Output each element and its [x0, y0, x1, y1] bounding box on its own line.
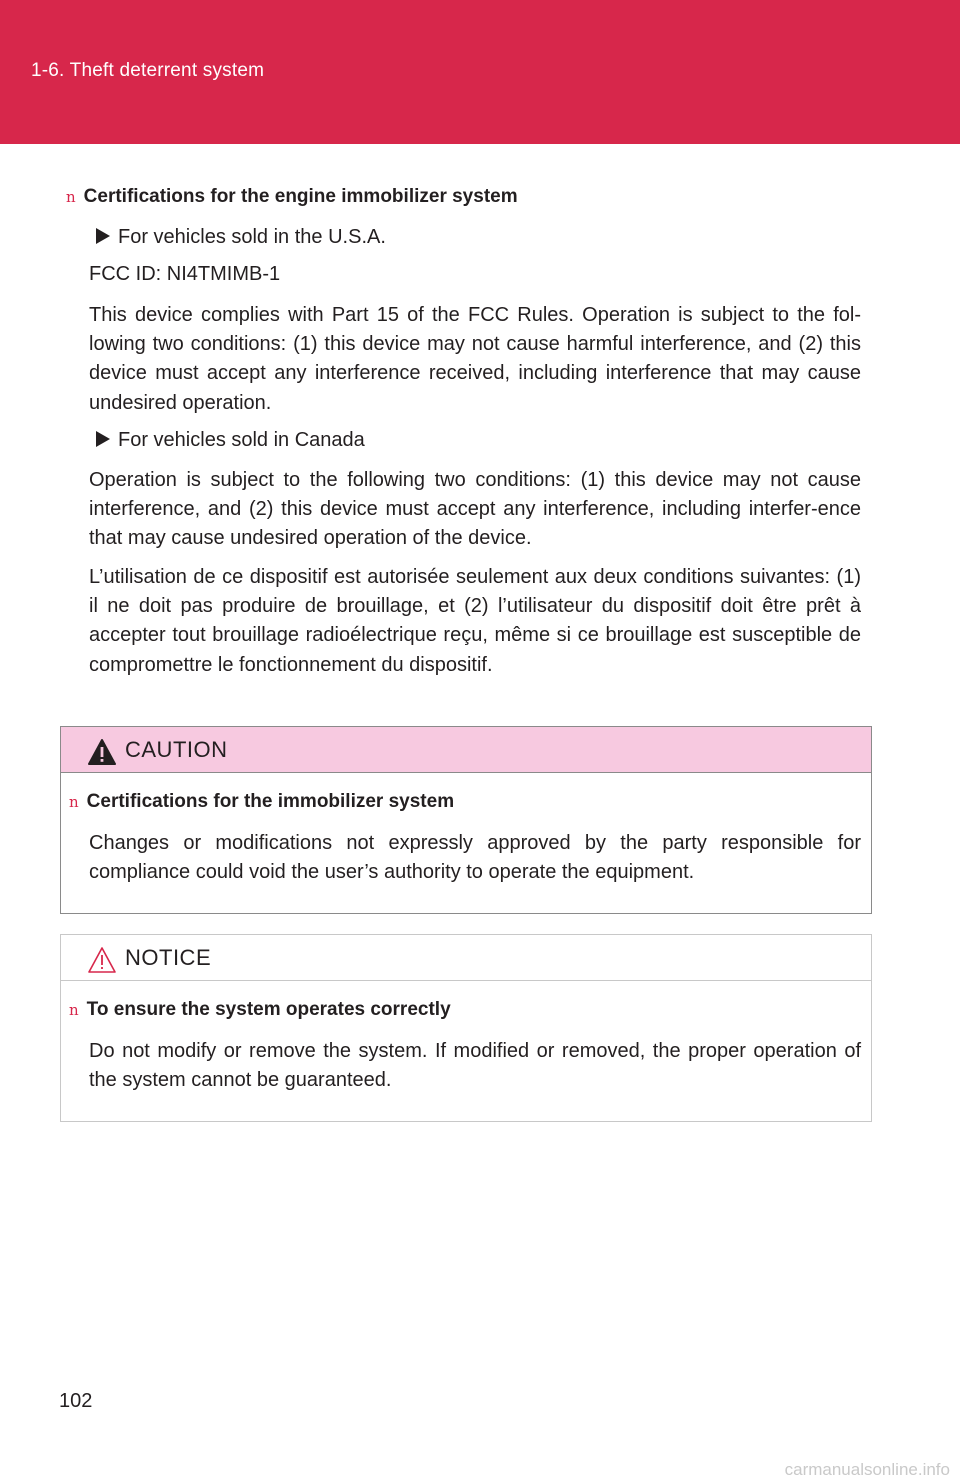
canada-label: For vehicles sold in Canada: [118, 429, 365, 451]
watermark: carmanualsonline.info: [784, 1460, 950, 1479]
triangle-arrow-icon: [96, 228, 110, 244]
notice-header: [61, 935, 871, 981]
caution-title: CAUTION: [125, 737, 228, 762]
notice-box: [60, 934, 872, 1122]
french-compliance-text: L’utilisation de ce dispositif est autorisée seulement aux deux conditions suivantes: (1) il ne doit pas produire de brouillage, et (2) l’utilisateur du dispositif doit être prêt à accepter tout brouillage radioélectrique reçu, même si ce brouillage est susceptible de compromettre le fonctionnement du dispositif.: [89, 566, 861, 676]
caution-text: Changes or modifications not expressly approved by the party responsible for compliance could void the user’s authority to operate the equipment.: [89, 832, 861, 884]
caution-heading-text: Certifications for the immobilizer system: [86, 791, 455, 812]
caution-heading: [69, 791, 454, 813]
bullet-marker: n: [66, 188, 76, 206]
usa-label: For vehicles sold in the U.S.A.: [118, 226, 386, 248]
triangle-arrow-icon: [96, 431, 110, 447]
fcc-id: FCC ID: NI4TMIMB-1: [89, 263, 281, 285]
canada-compliance-text: Operation is subject to the following two conditions: (1) this device may not cause interference, and (2) this device must accept any interference, including interfer-ence that may cause undesired operation of the device.: [89, 469, 861, 550]
bullet-marker: n: [69, 793, 79, 811]
notice-heading-text: To ensure the system operates correctly: [86, 999, 451, 1020]
usa-subheading: [96, 226, 386, 249]
section-breadcrumb: 1-6. Theft deterrent system: [31, 60, 265, 81]
usa-compliance-text: This device complies with Part 15 of the FCC Rules. Operation is subject to the fol-lowing two conditions: (1) this device may not cause harmful interference, and (2) this device must accept any interference received, including interference that may cause undesired operation.: [89, 304, 861, 414]
section-heading-text: Certifications for the engine immobilizer system: [83, 186, 518, 207]
notice-title: NOTICE: [125, 945, 212, 970]
caution-box: [60, 726, 872, 914]
page-number: 102: [59, 1390, 93, 1412]
notice-heading: [69, 999, 451, 1021]
warning-triangle-outline-icon: [87, 946, 117, 974]
bullet-marker: n: [69, 1001, 79, 1019]
notice-text: Do not modify or remove the system. If modified or removed, the proper operation of the system cannot be guaranteed.: [89, 1040, 861, 1092]
caution-header: [61, 727, 871, 773]
warning-triangle-icon: [87, 738, 117, 766]
page-header-band: [0, 0, 960, 144]
section-heading: [66, 186, 518, 208]
canada-subheading: [96, 429, 365, 452]
